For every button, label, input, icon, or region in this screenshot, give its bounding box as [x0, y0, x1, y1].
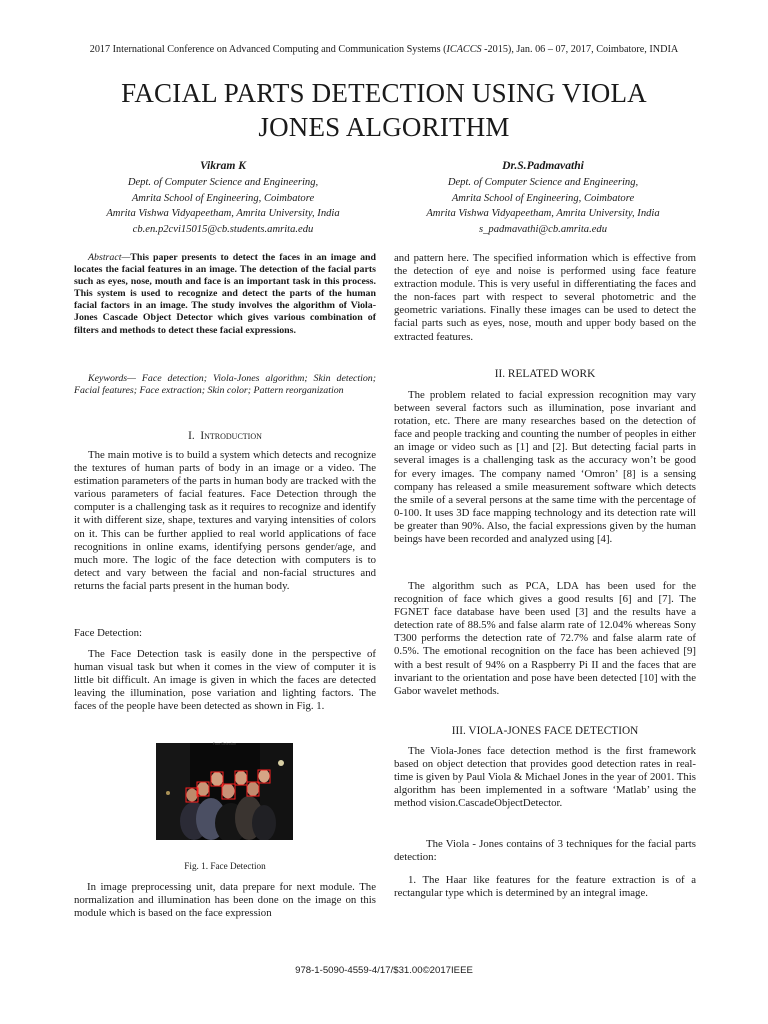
author-email: s_padmavathi@cb.amrita.edu	[478, 223, 608, 235]
author-school: Amrita School of Engineering, Coimbatore	[131, 192, 315, 204]
intro-paragraph: The main motive is to build a system which detects and recognize the textures of human parts of body in an image or a video. The estimation parameters of the parts in human body are tracked with the various parameters of facial features. Face Detection through the computer is a challenging task as it requires to recognize and identify it with different size, shape, textures and varying intensities of colors on it. This can be further applied to real world applications of face recognitions in online exams, identifying persons gender/age, and much more. The logic of the face detection with computers is to detect and vary between the facial and non-facial structures and returns the facial parts present in the human body.	[74, 449, 376, 592]
preprocessing-paragraph: In image preprocessing unit, data prepare for next module. The normalization and illumination has been done on the image on this module which is based on the face expression	[74, 881, 376, 920]
author-school: Amrita School of Engineering, Coimbatore	[451, 192, 635, 204]
section-heading-introduction: I. Introduction	[188, 430, 262, 442]
figure-face-detection-image	[156, 743, 293, 840]
face-detection-paragraph: The Face Detection task is easily done in the perspective of human visual task but when it comes in the view of computer it is little bit difficult. An image is given in which the faces are detected leaving the illumination, pose variation and lighting factors. The faces of the people have been detected as shown in Fig. 1.	[74, 648, 376, 713]
figure-inner-label: Face Detection	[212, 742, 237, 746]
keywords: Keywords— Face detection; Viola-Jones algorithm; Skin detection; Facial features; Face extraction; Skin color; Pattern reorganization	[74, 373, 376, 397]
related-work-paragraph-1: The problem related to facial expression recognition may vary between several factors such as illumination, pose invariant and rotation, etc. There are many researches based on the detection of face and people tracking and counting the number of peoples in either an image or video such as [1] and [2]. But detecting facial parts in several images is a challenging task as the accuracy won’t be good for every images. The company named ‘Omron’ [8] is a sensing company has released a smile measurement software which detects the smile of a several persons at the same time with the percentage of 0-100. It uses 3D face mapping technology and its detection rate will be greater than 90%. Also, the facial expressions given by the human beings have been recorded and analyzed using [4].	[394, 389, 696, 546]
col2-continued-paragraph: and pattern here. The specified information which is effective from the detection of eye and noise is performed using face feature extraction module. This is very useful in differentiating the faces and the non-faces part with respect to several photometric and the geometric variations. Finally these images can be used to detect the facial parts such as eyes, nose, mouth and upper body based on the extracted features.	[394, 252, 696, 343]
technique-item-1: 1. The Haar like features for the feature extraction is of a rectangular type which is determined by an integral image.	[394, 874, 696, 900]
subheading-face-detection: Face Detection:	[74, 627, 143, 639]
author-name: Vikram K	[199, 159, 247, 172]
viola-jones-paragraph: The Viola-Jones face detection method is the first framework based on object detection that provides good detection rates in real-time is given by Paul Viola & Michael Jones in the year of 2001. This algorithm has been implemented in a software ‘Matlab’ using the method vision.CascadeObjectDetector.	[394, 745, 696, 810]
section-heading-related-work: II. RELATED WORK	[494, 368, 596, 380]
abstract	[74, 252, 376, 337]
viola-jones-techniques-intro: The Viola - Jones contains of 3 techniques for the facial parts detection:	[394, 838, 696, 864]
conference-header: 2017 International Conference on Advanced Computing and Communication Systems (ICACCS -2015), Jan. 06 – 07, 2017, Coimbatore, INDIA	[89, 44, 679, 55]
author-university: Amrita Vishwa Vidyapeetham, Amrita University, India	[426, 208, 660, 219]
abstract-body: This paper presents to detect the faces in an image and locates the facial features in an image. The detection of the facial parts such as eyes, nose, mouth and face is an important task in this process. This system is used to recognize and detect the parts of the human facial factors in an image. The study involves the algorithm of Viola-Jones Cascade Object Detector which gives various combination of filters and methods to detect these facial expressions.	[74, 252, 376, 336]
figure-caption: Fig. 1. Face Detection	[184, 861, 266, 871]
section-heading-viola-jones: III. VIOLA-JONES FACE DETECTION	[451, 725, 639, 737]
paper-title	[60, 76, 708, 144]
author-email: cb.en.p2cvi15015@cb.students.amrita.edu	[132, 223, 314, 235]
author-university: Amrita Vishwa Vidyapeetham, Amrita University, India	[106, 208, 340, 219]
author-dept: Dept. of Computer Science and Engineering,	[447, 177, 639, 188]
abstract-lead: Abstract—	[88, 252, 131, 263]
author-name: Dr.S.Padmavathi	[502, 159, 584, 172]
author-dept: Dept. of Computer Science and Engineering,	[127, 177, 319, 188]
related-work-paragraph-2: The algorithm such as PCA, LDA has been used for the recognition of face which gives a good results [6] and [7]. The FGNET face database have been used [3] and the results have a detection rate of 88.5% and false alarm rate of 12.04% whereas Sony T300 performs the detection rate of 72.7% and false alarm rate of 0.5%. The emotional recognition on the face has been achieved [9] with a best result of 94% on a Raspberry Pi II and the faces that are invariant to the orientation and pose have been detected [10] with the Gabor wavelet methods.	[394, 580, 696, 697]
page-footer-copyright: 978-1-5090-4559-4/17/$31.00©2017IEEE	[295, 965, 473, 976]
author-block-1	[53, 157, 393, 237]
title-line-2: JONES ALGORITHM	[258, 112, 510, 142]
title-line-1: FACIAL PARTS DETECTION USING VIOLA	[121, 78, 647, 108]
author-block-2	[373, 157, 713, 237]
